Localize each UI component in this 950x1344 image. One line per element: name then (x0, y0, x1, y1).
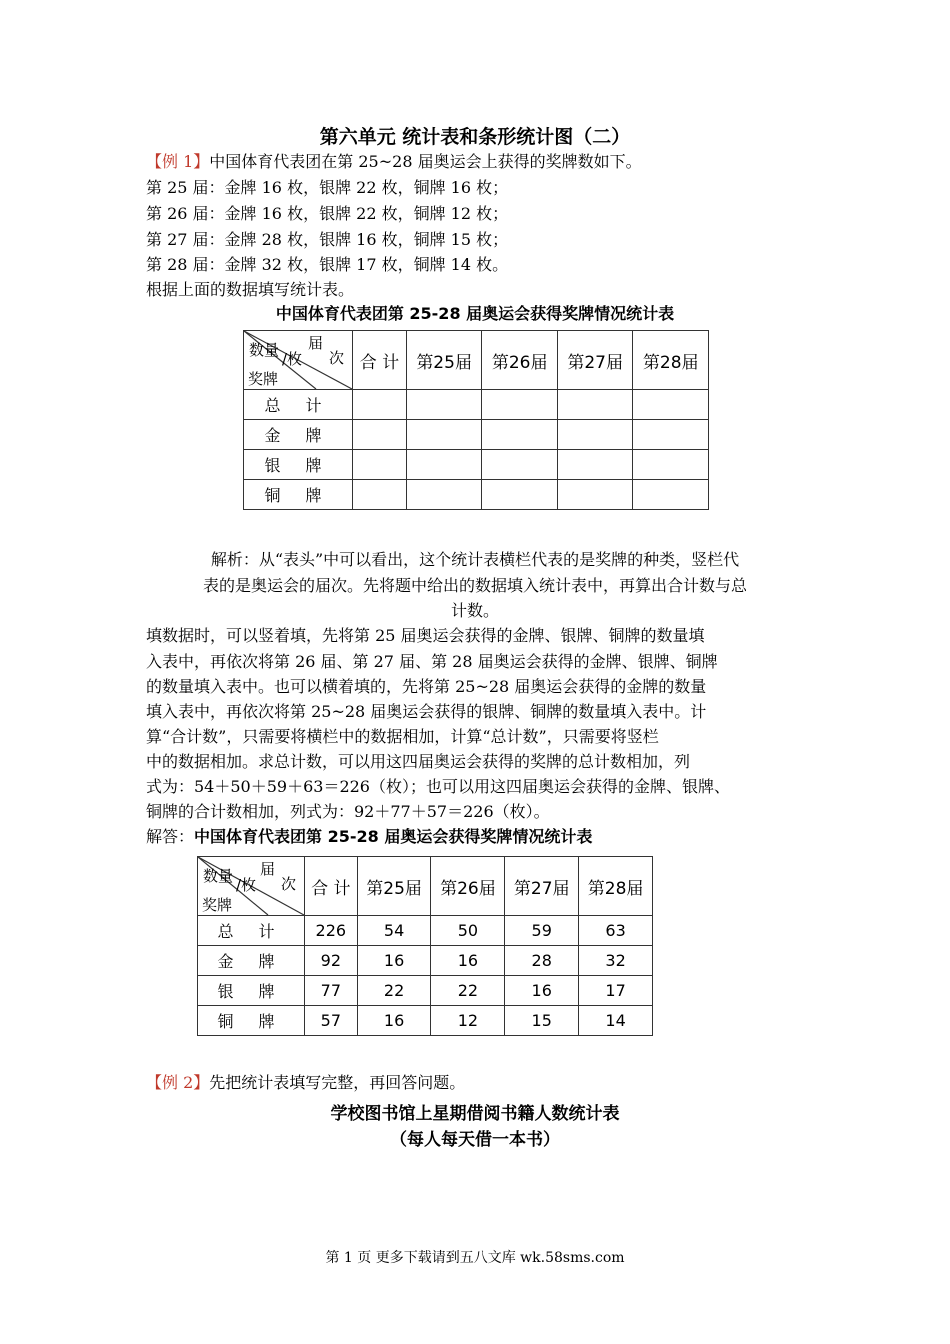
corner-mid: 数量 (203, 867, 234, 885)
value-cell: 16 (505, 976, 579, 1006)
blank-cell (353, 390, 407, 420)
blank-cell (482, 420, 558, 450)
table1-title: 中国体育代表团第 25-28 届奥运会获得奖牌情况统计表 (275, 304, 675, 323)
blank-cell (633, 390, 709, 420)
blank-cell (482, 450, 558, 480)
value-cell: 77 (305, 976, 358, 1006)
row-header: 银 牌 (198, 976, 305, 1006)
corner-top: 届 (260, 860, 276, 878)
example1-tag: 【例 1】 (146, 152, 210, 171)
analysis-line: 表的是奥运会的届次。先将题中给出的数据填入统计表中，再算出合计数与总 (202, 576, 747, 595)
blank-cell (633, 480, 709, 510)
value-cell: 22 (357, 976, 431, 1006)
row-header: 总 计 (198, 916, 305, 946)
blank-cell (557, 450, 633, 480)
col-header: 第26届 (482, 331, 558, 390)
col-header: 合 计 (353, 331, 407, 390)
value-cell: 57 (305, 1006, 358, 1036)
answer-stat-table (197, 856, 653, 1036)
value-cell: 32 (579, 946, 653, 976)
col-header: 第25届 (357, 857, 431, 916)
col-header: 第27届 (505, 857, 579, 916)
col-header: 合 计 (305, 857, 358, 916)
blank-cell (633, 450, 709, 480)
analysis-line: 的数量填入表中。也可以横着填的，先将第 25~28 届奥运会获得的金牌的数量 (146, 677, 707, 696)
blank-cell (557, 420, 633, 450)
analysis-line: 算“合计数”，只需要将横栏中的数据相加，计算“总计数”，只需要将竖栏 (146, 727, 659, 746)
row-header: 银 牌 (244, 450, 353, 480)
example1-text: 中国体育代表团在第 25~28 届奥运会上获得的奖牌数如下。 (209, 152, 642, 171)
analysis-line: 解析：从“表头”中可以看出，这个统计表横栏代表的是奖牌的种类，竖栏代 (210, 550, 740, 569)
row-header: 总 计 (244, 390, 353, 420)
example2-intro (146, 1071, 465, 1095)
corner-top2: 次 (329, 349, 345, 367)
value-cell: 16 (357, 946, 431, 976)
value-cell: 22 (431, 976, 505, 1006)
corner-bottom: 奖牌 (248, 370, 279, 388)
analysis-line: 式为：54＋50＋59＋63＝226（枚）；也可以用这四届奥运会获得的金牌、银牌、 (146, 777, 730, 796)
answer-title: 中国体育代表团第 25-28 届奥运会获得奖牌情况统计表 (194, 827, 593, 846)
analysis-line: 填数据时，可以竖着填，先将第 25 届奥运会获得的金牌、银牌、铜牌的数量填 (146, 626, 705, 645)
col-header: 第27届 (557, 331, 633, 390)
example2-text: 先把统计表填写完整，再回答问题。 (209, 1073, 466, 1092)
value-cell: 226 (305, 916, 358, 946)
answer-label: 解答： (146, 827, 195, 846)
instruction-line: 根据上面的数据填写统计表。 (146, 280, 355, 299)
row-header: 金 牌 (244, 420, 353, 450)
value-cell: 54 (357, 916, 431, 946)
corner-mid: 数量 (249, 341, 280, 359)
example2-title: 学校图书馆上星期借阅书籍人数统计表 (330, 1104, 620, 1124)
col-header: 第26届 (431, 857, 505, 916)
corner-top: 届 (308, 334, 324, 352)
blank-cell (557, 480, 633, 510)
col-header: 第25届 (406, 331, 482, 390)
answer-heading (146, 825, 592, 849)
analysis-line: 计数。 (450, 601, 499, 620)
page-title: 第六单元 统计表和条形统计图（二） (319, 126, 631, 148)
value-cell: 17 (579, 976, 653, 1006)
table-corner-header (198, 857, 305, 916)
col-header: 第28届 (633, 331, 709, 390)
example2-tag: 【例 2】 (146, 1073, 210, 1092)
blank-cell (353, 480, 407, 510)
example2-subtitle: （每人每天借一本书） (390, 1130, 560, 1150)
blank-cell (406, 480, 482, 510)
analysis-line: 铜牌的合计数相加，列式为：92＋77＋57＝226（枚）。 (146, 802, 550, 821)
col-header: 第28届 (579, 857, 653, 916)
value-cell: 50 (431, 916, 505, 946)
blank-cell (353, 450, 407, 480)
data-line-26: 第 26 届：金牌 16 枚，银牌 22 枚，铜牌 12 枚； (146, 204, 509, 223)
row-header: 铜 牌 (244, 480, 353, 510)
blank-cell (482, 480, 558, 510)
corner-bottom: 奖牌 (202, 896, 233, 914)
blank-cell (406, 450, 482, 480)
blank-cell (482, 390, 558, 420)
table-corner-header (244, 331, 353, 390)
analysis-line: 中的数据相加。求总计数，可以用这四届奥运会获得的奖牌的总计数相加，列 (146, 752, 691, 771)
data-line-28: 第 28 届：金牌 32 枚，银牌 17 枚，铜牌 14 枚。 (146, 255, 509, 274)
analysis-line: 入表中，再依次将第 26 届、第 27 届、第 28 届奥运会获得的金牌、银牌、铜牌 (146, 652, 718, 671)
value-cell: 63 (579, 916, 653, 946)
row-header: 金 牌 (198, 946, 305, 976)
value-cell: 15 (505, 1006, 579, 1036)
blank-cell (406, 420, 482, 450)
value-cell: 12 (431, 1006, 505, 1036)
corner-mid2: /枚 (282, 350, 303, 368)
blank-cell (406, 390, 482, 420)
page-footer: 第 1 页 更多下载请到五八文库 wk.58sms.com (325, 1250, 625, 1266)
blank-cell (557, 390, 633, 420)
example1-intro (146, 150, 642, 174)
value-cell: 92 (305, 946, 358, 976)
value-cell: 28 (505, 946, 579, 976)
analysis-line: 填入表中，再依次将第 25~28 届奥运会获得的银牌、铜牌的数量填入表中。计 (146, 702, 707, 721)
value-cell: 16 (431, 946, 505, 976)
value-cell: 14 (579, 1006, 653, 1036)
row-header: 铜 牌 (198, 1006, 305, 1036)
blank-cell (353, 420, 407, 450)
data-line-27: 第 27 届：金牌 28 枚，银牌 16 枚，铜牌 15 枚； (146, 230, 509, 249)
data-line-25: 第 25 届：金牌 16 枚，银牌 22 枚，铜牌 16 枚； (146, 178, 509, 197)
blank-stat-table (243, 330, 709, 510)
value-cell: 59 (505, 916, 579, 946)
value-cell: 16 (357, 1006, 431, 1036)
corner-mid2: /枚 (236, 876, 257, 894)
corner-top2: 次 (281, 875, 297, 893)
blank-cell (633, 420, 709, 450)
